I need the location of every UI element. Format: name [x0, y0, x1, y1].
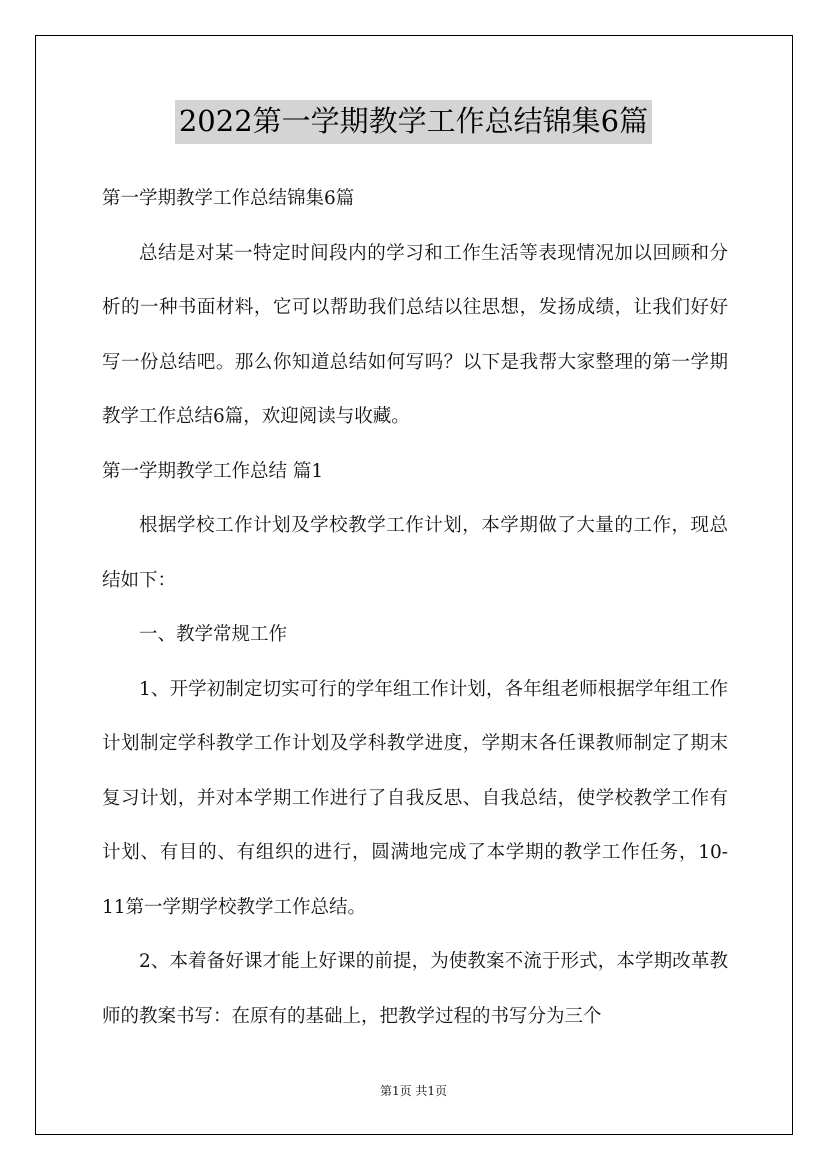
page-footer: 第1页 共1页: [379, 1084, 448, 1098]
paragraph-item-1: 1、开学初制定切实可行的学年组工作计划，各年组老师根据学年组工作计划制定学科教学工作计划及学科教学进度，学期末各任课教师制定了期末复习计划，并对本学期工作进行了自我反思、自我总结，使学校教学工作有计划、有目的、有组织的进行，圆满地完成了本学期的教学工作任务，10-11第一学期学校教学工作总结。: [102, 678, 728, 918]
paragraph-subtitle: 第一学期教学工作总结锦集6篇: [102, 188, 355, 209]
title-container: [0, 100, 827, 144]
paragraph-intro: 总结是对某一特定时间段内的学习和工作生活等表现情况加以回顾和分析的一种书面材料，它可以帮助我们总结以往思想，发扬成绩，让我们好好写一份总结吧。那么你知道总结如何写吗？以下是我帮大家整理的第一学期教学工作总结6篇，欢迎阅读与收藏。: [102, 242, 728, 427]
paragraph-summary-lead: 根据学校工作计划及学校教学工作计划，本学期做了大量的工作，现总结如下：: [102, 515, 728, 591]
document-title: 2022第一学期教学工作总结锦集6篇: [175, 100, 652, 144]
document-body: [102, 172, 728, 1044]
paragraph-item-2: 2、本着备好课才能上好课的前提，为使教案不流于形式，本学期改革教师的教案书写：在原有的基础上，把教学过程的书写分为三个: [102, 951, 728, 1027]
subsection-heading: 一、教学常规工作: [139, 624, 288, 645]
section-heading: 第一学期教学工作总结 篇1: [102, 460, 324, 482]
